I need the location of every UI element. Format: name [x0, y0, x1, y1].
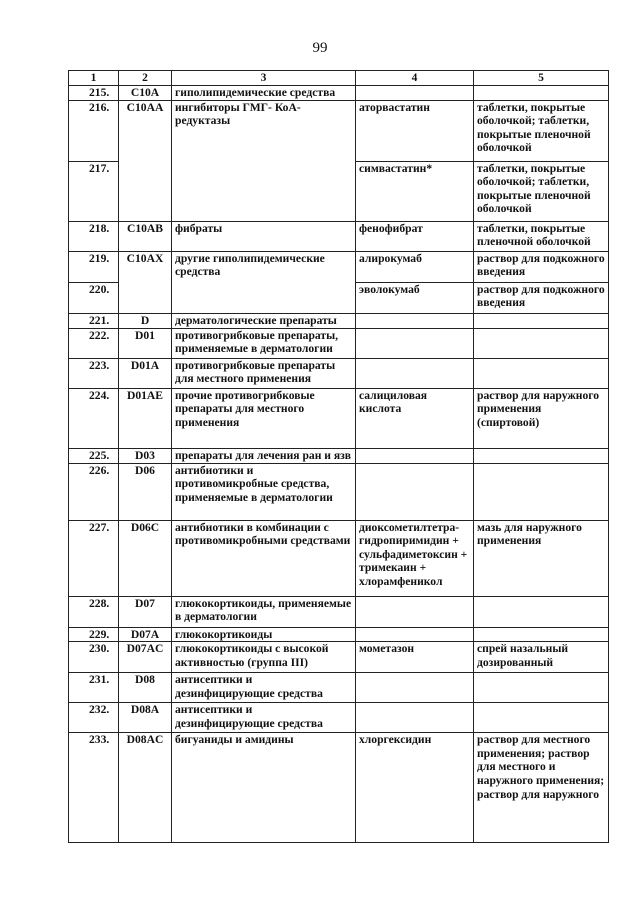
row-number: 223.	[69, 358, 119, 388]
dosage-form: раствор для подкожного введения	[474, 282, 609, 313]
atc-code: C10A	[119, 86, 172, 101]
table-row	[69, 100, 609, 161]
table-row	[69, 221, 609, 251]
table-row	[69, 733, 609, 843]
row-number: 222.	[69, 328, 119, 358]
drug-name	[356, 596, 474, 627]
table-row	[69, 448, 609, 463]
row-number: 226.	[69, 463, 119, 520]
table-header-row	[69, 71, 609, 86]
table-row	[69, 703, 609, 733]
atc-code: D01AE	[119, 388, 172, 448]
dosage-form: раствор для наружного применения (спиртовой)	[474, 388, 609, 448]
drug-table	[68, 70, 609, 843]
dosage-form	[474, 358, 609, 388]
row-number: 232.	[69, 703, 119, 733]
drug-name	[356, 703, 474, 733]
dosage-form	[474, 86, 609, 101]
drug-name: фенофибрат	[356, 221, 474, 251]
row-number: 227.	[69, 520, 119, 596]
page-number: 99	[312, 40, 328, 56]
group-name: антибиотики в комбинации с противомикробными средствами	[172, 520, 356, 596]
atc-code: C10AB	[119, 221, 172, 251]
dosage-form	[474, 313, 609, 328]
row-number: 228.	[69, 596, 119, 627]
group-name: глюкокортикоиды	[172, 627, 356, 642]
column-header: 1	[69, 71, 119, 86]
drug-name	[356, 627, 474, 642]
dosage-form	[474, 328, 609, 358]
row-number: 219.	[69, 251, 119, 282]
atc-code: D03	[119, 448, 172, 463]
dosage-form: таблетки, покрытые пленочной оболочкой	[474, 221, 609, 251]
atc-code: D01	[119, 328, 172, 358]
atc-code: D07A	[119, 627, 172, 642]
drug-name	[356, 673, 474, 703]
drug-name: аторвастатин	[356, 100, 474, 161]
dosage-form: таблетки, покрытые оболочкой; таблетки, покрытые пленочной оболочкой	[474, 100, 609, 161]
row-number: 217.	[69, 161, 119, 221]
column-header: 5	[474, 71, 609, 86]
row-number: 220.	[69, 282, 119, 313]
atc-code: D	[119, 313, 172, 328]
column-header: 3	[172, 71, 356, 86]
dosage-form: раствор для подкожного введения	[474, 251, 609, 282]
atc-code: C10AA	[119, 100, 172, 221]
row-number: 216.	[69, 100, 119, 161]
table-row	[69, 673, 609, 703]
group-name: противогрибковые препараты, применяемые в дерматологии	[172, 328, 356, 358]
table-row	[69, 251, 609, 282]
drug-name	[356, 313, 474, 328]
table-row	[69, 520, 609, 596]
table-row	[69, 358, 609, 388]
atc-code: D07	[119, 596, 172, 627]
drug-name	[356, 463, 474, 520]
group-name: глюкокортикоиды, применяемые в дерматологии	[172, 596, 356, 627]
dosage-form	[474, 596, 609, 627]
group-name: противогрибковые препараты для местного применения	[172, 358, 356, 388]
table-row	[69, 388, 609, 448]
table-row	[69, 313, 609, 328]
dosage-form: мазь для наружного применения	[474, 520, 609, 596]
table-row	[69, 627, 609, 642]
row-number: 221.	[69, 313, 119, 328]
row-number: 218.	[69, 221, 119, 251]
drug-name: хлоргексидин	[356, 733, 474, 843]
atc-code: D07AC	[119, 642, 172, 673]
table-row	[69, 642, 609, 673]
drug-name: алирокумаб	[356, 251, 474, 282]
dosage-form	[474, 448, 609, 463]
group-name: фибраты	[172, 221, 356, 251]
drug-name: симвастатин*	[356, 161, 474, 221]
drug-name	[356, 448, 474, 463]
row-number: 233.	[69, 733, 119, 843]
drug-name: диоксометилтетра-гидропиримидин + сульфадиметоксин + тримекаин + хлорамфеникол	[356, 520, 474, 596]
table-row	[69, 328, 609, 358]
row-number: 225.	[69, 448, 119, 463]
drug-name: эволокумаб	[356, 282, 474, 313]
dosage-form	[474, 463, 609, 520]
drug-name: мометазон	[356, 642, 474, 673]
atc-code: D06	[119, 463, 172, 520]
atc-code: D01A	[119, 358, 172, 388]
group-name: прочие противогрибковые препараты для местного применения	[172, 388, 356, 448]
atc-code: D08A	[119, 703, 172, 733]
row-number: 229.	[69, 627, 119, 642]
dosage-form: раствор для местного применения; раствор для местного и наружного применения; раствор для наружного	[474, 733, 609, 843]
group-name: гиполипидемические средства	[172, 86, 356, 101]
group-name: другие гиполипидемические средства	[172, 251, 356, 313]
row-number: 230.	[69, 642, 119, 673]
atc-code: D08AC	[119, 733, 172, 843]
row-number: 215.	[69, 86, 119, 101]
row-number: 231.	[69, 673, 119, 703]
atc-code: D06C	[119, 520, 172, 596]
dosage-form	[474, 673, 609, 703]
row-number: 224.	[69, 388, 119, 448]
dosage-form	[474, 627, 609, 642]
group-name: антибиотики и противомикробные средства, применяемые в дерматологии	[172, 463, 356, 520]
drug-name: салициловая кислота	[356, 388, 474, 448]
dosage-form	[474, 703, 609, 733]
drug-name	[356, 358, 474, 388]
drug-name	[356, 328, 474, 358]
group-name: глюкокортикоиды с высокой активностью (группа III)	[172, 642, 356, 673]
group-name: препараты для лечения ран и язв	[172, 448, 356, 463]
table-row	[69, 596, 609, 627]
group-name: антисептики и дезинфицирующие средства	[172, 703, 356, 733]
group-name: антисептики и дезинфицирующие средства	[172, 673, 356, 703]
dosage-form: таблетки, покрытые оболочкой; таблетки, покрытые пленочной оболочкой	[474, 161, 609, 221]
dosage-form: спрей назальный дозированный	[474, 642, 609, 673]
group-name: ингибиторы ГМГ- КоА-редуктазы	[172, 100, 356, 221]
column-header: 2	[119, 71, 172, 86]
group-name: дерматологические препараты	[172, 313, 356, 328]
drug-name	[356, 86, 474, 101]
atc-code: D08	[119, 673, 172, 703]
atc-code: C10AX	[119, 251, 172, 313]
table-row	[69, 86, 609, 101]
table-row	[69, 463, 609, 520]
group-name: бигуаниды и амидины	[172, 733, 356, 843]
column-header: 4	[356, 71, 474, 86]
